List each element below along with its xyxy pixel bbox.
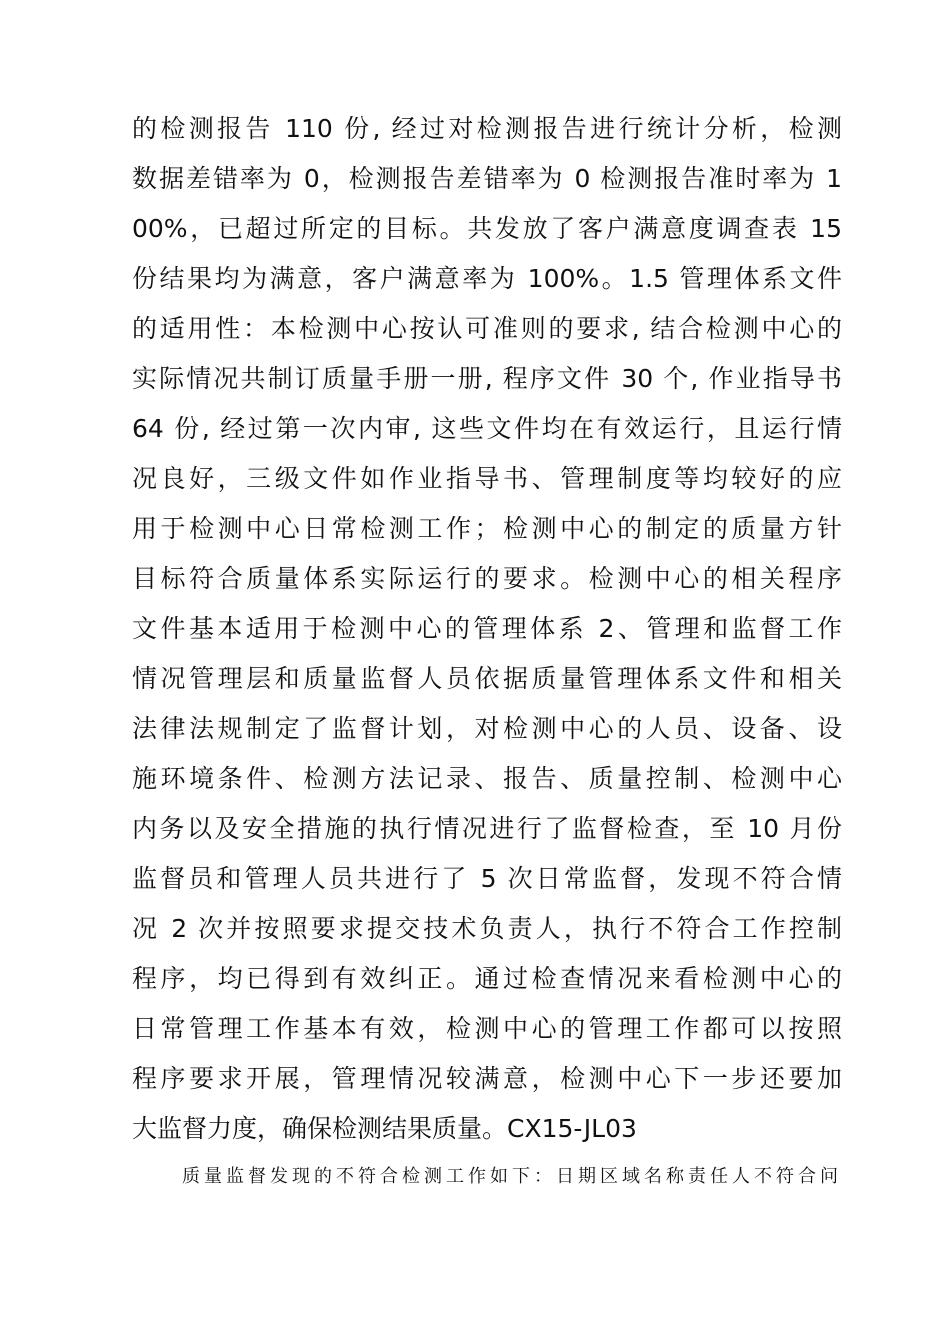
text-line-1: 的检测报告 110 份, 经过对检测报告进行统计分析，检测 — [132, 114, 842, 143]
text-line-11: 文件基本适用于检测中心的管理体系 2、管理和监督工作 — [132, 614, 842, 643]
text-line-6: 实际情况共制订质量手册一册, 程序文件 30 个, 作业指导书 — [132, 364, 842, 393]
table-caption: 质量监督发现的不符合检测工作如下：日期区域名称责任人不符合问 — [182, 1166, 838, 1187]
text-line-3: 00%，已超过所定的目标。共发放了客户满意度调查表 15 — [132, 214, 842, 243]
text-line-8: 况良好，三级文件如作业指导书、管理制度等均较好的应 — [132, 464, 842, 493]
text-line-19: 日常管理工作基本有效，检测中心的管理工作都可以按照 — [132, 1014, 842, 1043]
text-line-18: 程序，均已得到有效纠正。通过检查情况来看检测中心的 — [132, 964, 842, 993]
text-line-16: 监督员和管理人员共进行了 5 次日常监督，发现不符合情 — [132, 864, 842, 893]
text-line-20: 程序要求开展，管理情况较满意，检测中心下一步还要加 — [132, 1064, 842, 1093]
text-line-10: 目标符合质量体系实际运行的要求。检测中心的相关程序 — [132, 564, 842, 593]
text-line-21: 大监督力度，确保检测结果质量。CX15-JL03 — [132, 1114, 637, 1143]
body-paragraph — [132, 104, 842, 1154]
text-line-13: 法律法规制定了监督计划，对检测中心的人员、设备、设 — [132, 714, 842, 743]
text-line-14: 施环境条件、检测方法记录、报告、质量控制、检测中心 — [132, 764, 842, 793]
text-line-9: 用于检测中心日常检测工作；检测中心的制定的质量方针 — [132, 514, 842, 543]
text-line-5: 的适用性：本检测中心按认可准则的要求, 结合检测中心的 — [132, 314, 842, 343]
text-line-17: 况 2 次并按照要求提交技术负责人，执行不符合工作控制 — [132, 914, 842, 943]
text-line-12: 情况管理层和质量监督人员依据质量管理体系文件和相关 — [132, 664, 842, 693]
text-line-7: 64 份, 经过第一次内审, 这些文件均在有效运行，且运行情 — [132, 414, 842, 443]
text-line-4: 份结果均为满意，客户满意率为 100%。1.5 管理体系文件 — [132, 264, 842, 293]
text-line-2: 数据差错率为 0，检测报告差错率为 0 检测报告准时率为 1 — [132, 164, 842, 193]
text-line-15: 内务以及安全措施的执行情况进行了监督检查，至 10 月份 — [132, 814, 842, 843]
